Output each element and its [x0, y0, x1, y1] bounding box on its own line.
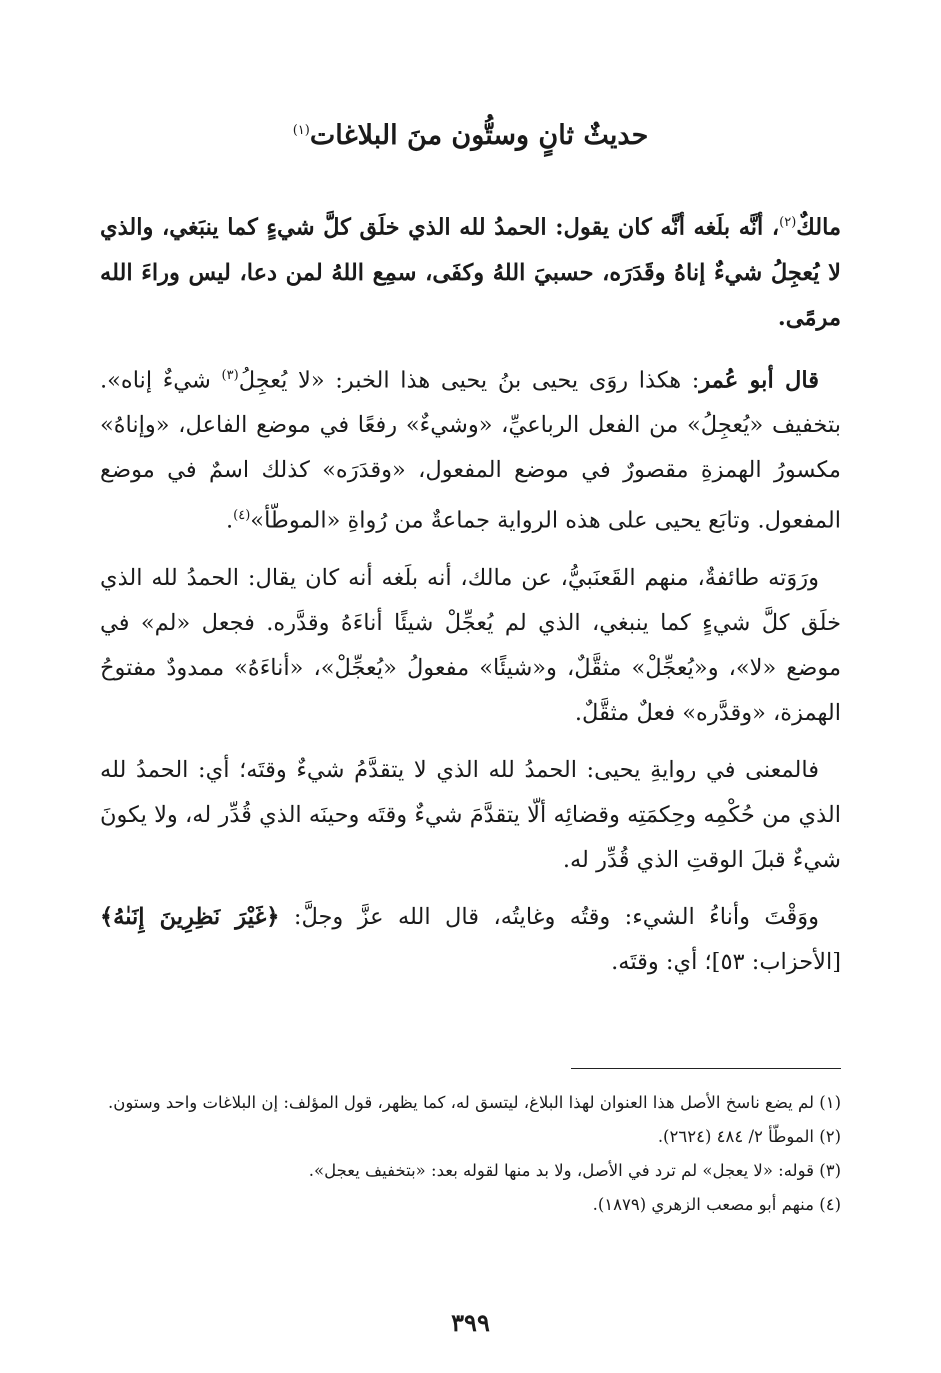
paragraph-2-text-b: شيءٌ إناه». بتخفيف «يُعجِلُ» من الفعل الرباعيِّ، «وشيءٌ» رفعًا في موضع الفاعل، «وإناهُ» مكسورُ الهمزةِ مقصورٌ في موضع المفعول، «وقدَرَه» كذلك اسمٌ في موضع المفعول. وتابَع يحيى على هذه الرواية جماعةٌ من رُواةِ «الموطّأ»	[100, 367, 841, 534]
body-text	[100, 200, 841, 997]
footnote-3: (٣) قوله: «لا يعجل» لم ترد في الأصل، ولا بد منها لقوله بعد: «بتخفيف يعجل».	[308, 1161, 841, 1180]
title-footnote-ref: (١)	[292, 123, 310, 138]
title-text: حديثٌ ثانٍ وستُّون منَ البلاغات	[309, 120, 649, 151]
footnote-1: (١) لم يضع ناسخ الأصل هذا العنوان لهذا البلاغ، ليتسق له، كما يظهر، قول المؤلف: إن البلاغات واحد وستون.	[107, 1093, 841, 1112]
paragraph-2-text-a: : هكذا روَى يحيى بنُ يحيى هذا الخبر: «لا يُعجِلُ	[238, 367, 700, 393]
paragraph-5	[100, 895, 841, 985]
footnote-ref-2: (٢)	[779, 215, 797, 230]
page-number: ٣٩٩	[451, 1308, 490, 1337]
footnote-2: (٢) الموطّأ ٢/ ٤٨٤ (٢٦٢٤).	[657, 1127, 841, 1146]
footnote-separator	[571, 1068, 841, 1069]
paragraph-1-lead: مالكٌ	[796, 214, 841, 241]
paragraph-5-text-a: ووَقْتَ وأناءُ الشيء: وقتُه وغايتُه، قال الله عزَّ وجلَّ:	[279, 903, 819, 930]
paragraph-1-text: ، أنَّه بلَغه أنَّه كان يقول: الحمدُ لله الذي خلَق كلَّ شيءٍ كما ينبَغي، والذي لا يُعجِلُ شيءٌ إناهُ وقَدَرَه، حسبيَ اللهُ وكفَى، سمِع اللهُ لمن دعا، ليس وراءَ الله مرمًى.	[100, 214, 841, 331]
paragraph-2	[100, 353, 841, 544]
section-title	[100, 118, 841, 153]
paragraph-2-text-c: .	[226, 507, 234, 534]
footnote-ref-3: (٣)	[221, 367, 239, 383]
footnote-ref-4: (٤)	[233, 508, 251, 523]
paragraph-4: فالمعنى في روايةِ يحيى: الحمدُ لله الذي لا يتقدَّمُ شيءٌ وقتَه؛ أي: الحمدُ لله الذي من حُكْمِه وحِكمَتِه وقضائِه ألّا يتقدَّمَ شيءٌ وقتَه وحينَه الذي قُدِّر له، ولا يكونَ شيءٌ قبلَ الوقتِ الذي قُدِّر له.	[100, 756, 841, 873]
paragraph-5-text-b: [الأحزاب: ٥٣]؛ أي: وقتَه.	[611, 948, 841, 975]
paragraph-2-lead: قال أبو عُمر	[699, 367, 819, 393]
footnote-4: (٤) منهم أبو مصعب الزهري (١٨٧٩).	[592, 1195, 841, 1214]
footnotes	[100, 1086, 841, 1222]
paragraph-3: ورَوَته طائفةٌ، منهم القَعنَبيُّ، عن مالك، أنه بلَغه أنه كان يقال: الحمدُ لله الذي خلَق كلَّ شيءٍ كما ينبغي، الذي لم يُعجِّلْ شيئًا أناءَهُ وقدَّره. فجعل «لم» في موضع «لا»، و«يُعجِّلْ» مثقَّلٌ، و«شيئًا» مفعولُ «يُعجِّلْ»، «أناءَهُ» ممدودٌ مفتوحُ الهمزة، «وقدَّره» فعلٌ مثقَّلٌ.	[100, 564, 841, 726]
quran-quote: ﴿غَيْرَ نَظِرِينَ إِنَىٰهُ﴾	[100, 903, 280, 930]
paragraph-1	[100, 200, 841, 341]
